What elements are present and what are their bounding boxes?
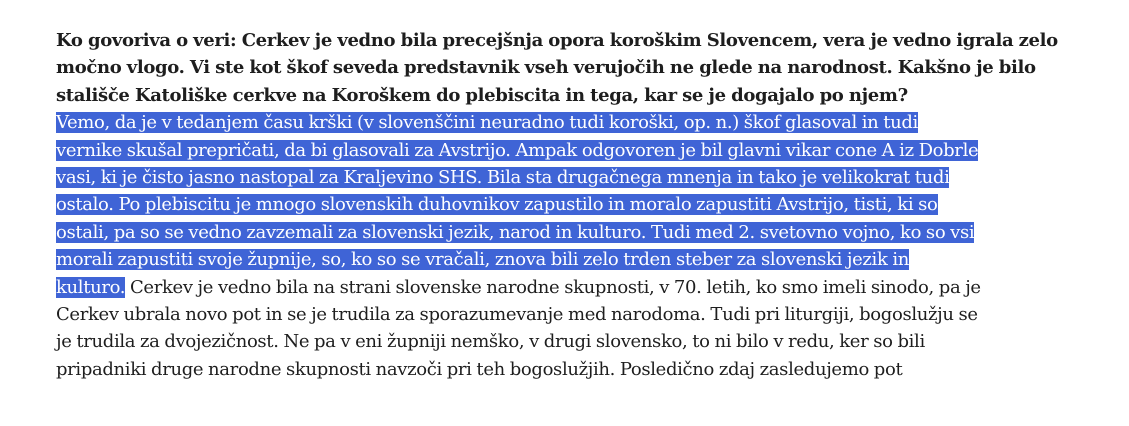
text-selection[interactable]: morali zapustiti svoje župnije, so, ko so se vračali, znova bili zelo trden steber za slovenski jezik in <box>56 249 910 271</box>
answer-line-selected[interactable] <box>56 109 1076 136</box>
question-line: močno vlogo. Vi ste kot škof seveda predstavnik vseh verujočih ne glede na narodnost. Kakšno je bilo <box>56 57 1036 79</box>
text-selection[interactable]: vasi, ki je čisto jasno nastopal za Kraljevino SHS. Bila sta drugačnega mnenja in tako je velikokrat tudi <box>56 166 950 188</box>
answer-line-selected[interactable] <box>56 246 1076 273</box>
interview-answer[interactable] <box>56 109 1076 383</box>
answer-line: Cerkev ubrala novo pot in se je trudila za sporazumevanje med narodoma. Tudi pri liturgiji, bogoslužju se <box>56 303 978 325</box>
text-selection-end[interactable]: kulturo. <box>56 276 126 298</box>
answer-line-selected[interactable] <box>56 137 1076 164</box>
question-line: stališče Katoliške cerkve na Koroškem do plebiscita in tega, kar se je dogajalo po njem? <box>56 84 908 106</box>
text-selection[interactable]: vernike skušal prepričati, da bi glasovali za Avstrijo. Ampak odgovoren je bil glavni vikar cone A iz Dobrle <box>56 139 979 161</box>
answer-line-selected[interactable] <box>56 164 1076 191</box>
text-selection[interactable]: ostalo. Po plebiscitu je mnogo slovenskih duhovnikov zapustilo in moralo zapustiti Avstrijo, tisti, ki so <box>56 194 938 216</box>
interview-question <box>56 27 1076 109</box>
article-text <box>56 0 1076 383</box>
answer-line-selected[interactable] <box>56 191 1076 218</box>
text-selection[interactable]: ostali, pa so se vedno zavzemali za slovenski jezik, narod in kulturo. Tudi med 2. svetovno vojno, ko so vsi <box>56 221 975 243</box>
answer-line-selected[interactable] <box>56 219 1076 246</box>
answer-line: je trudila za dvojezičnost. Ne pa v eni župniji nemško, v drugi slovensko, to ni bilo v redu, ker so bili <box>56 331 925 353</box>
answer-text: Cerkev je vedno bila na strani slovenske narodne skupnosti, v 70. letih, ko smo imeli sinodo, pa je <box>125 276 981 298</box>
text-selection[interactable]: Vemo, da je v tedanjem času krški (v slovenščini neuradno tudi koroški, op. n.) škof glasoval in tudi <box>56 112 918 134</box>
answer-line: pripadniki druge narodne skupnosti navzoči pri teh bogoslužjih. Posledično zdaj zasledujemo pot <box>56 358 903 380</box>
question-line: Ko govoriva o veri: Cerkev je vedno bila precejšnja opora koroškim Slovencem, vera je vedno igrala zelo <box>56 30 1058 51</box>
text-line <box>56 0 1076 27</box>
answer-line-mixed[interactable] <box>56 274 1076 301</box>
